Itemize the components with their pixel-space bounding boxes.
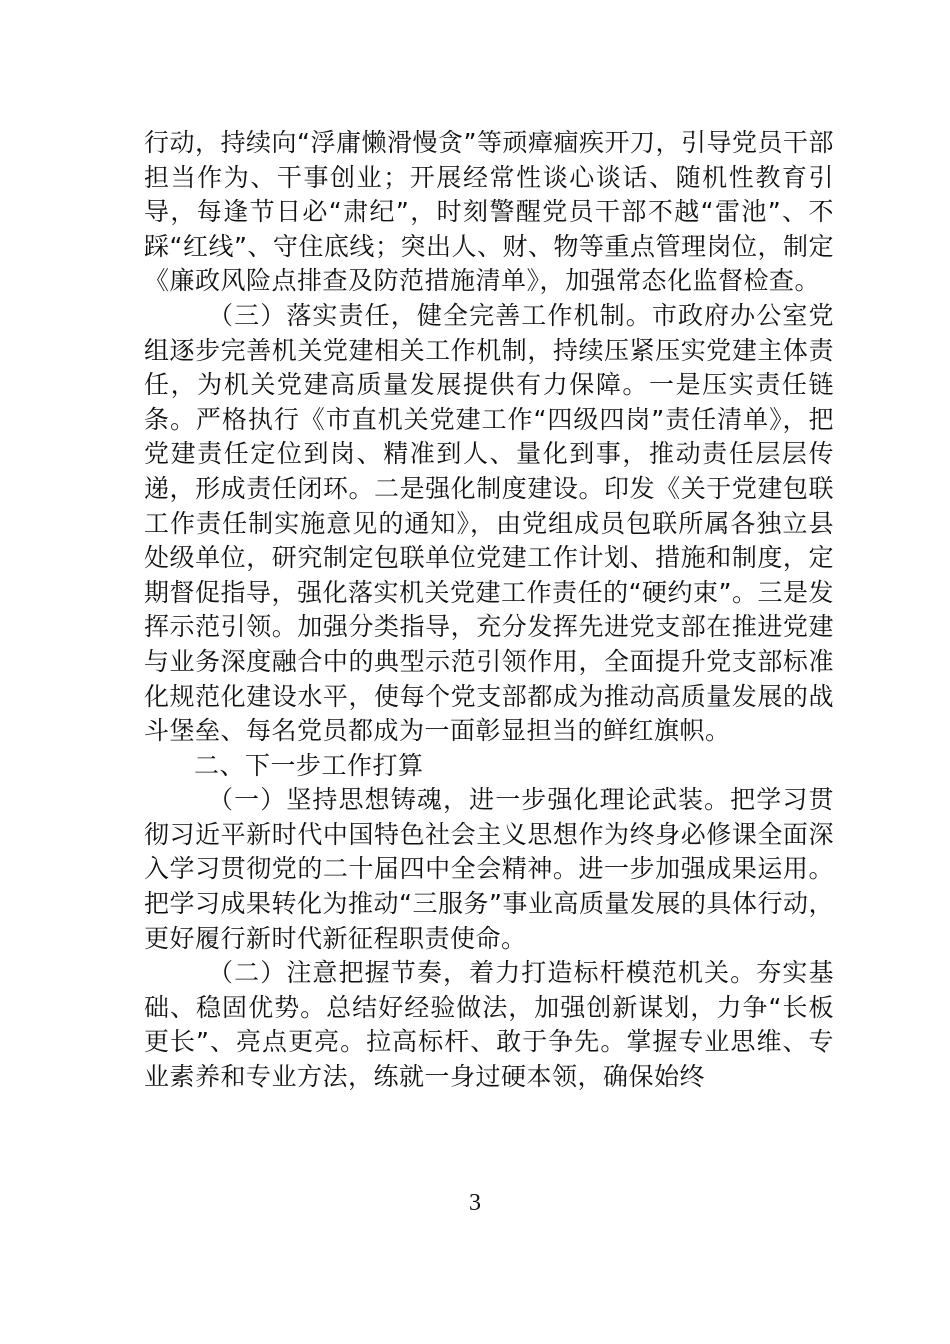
document-body [144, 126, 834, 1095]
paragraph-continuation: 行动，持续向“浮庸懒滑慢贪”等顽瘴痼疾开刀，引导党员干部担当作为、干事创业；开展经常性谈心谈话、随机性教育引导，每逢节日必“肃纪”，时刻警醒党员干部不越“雷池”、不踩“红线”、守住底线；突出人、财、物等重点管理岗位，制定《廉政风险点排查及防范措施清单》，加强常态化监督检查。 [144, 128, 834, 296]
paragraph-section-three: （三）落实责任，健全完善工作机制。市政府办公室党组逐步完善机关党建相关工作机制，持续压紧压实党建主体责任，为机关党建高质量发展提供有力保障。一是压实责任链条。严格执行《市直机关党建工作“四级四岗”责任清单》，把党建责任定位到岗、精准到人、量化到事，推动责任层层传递，形成责任闭环。二是强化制度建设。印发《关于党建包联工作责任制实施意见的通知》，由党组成员包联所属各独立县处级单位，研究制定包联单位党建工作计划、措施和制度，定期督促指导，强化落实机关党建工作责任的“硬约束”。三是发挥示范引领。加强分类指导，充分发挥先进党支部在推进党建与业务深度融合中的典型示范引领作用，全面提升党支部标准化规范化建设水平，使每个党支部都成为推动高质量发展的战斗堡垒、每名党员都成为一面彰显担当的鲜红旗帜。 [144, 300, 834, 746]
section-heading-next-steps: 二、下一步工作打算 [194, 750, 424, 780]
page-number: 3 [469, 1190, 481, 1216]
paragraph-next-two: （二）注意把握节奏，着力打造标杆模范机关。夯实基础、稳固优势。总结好经验做法，加强创新谋划，力争“长板更长”、亮点更亮。拉高标杆、敢于争先。掌握专业思维、专业素养和专业方法，练就一身过硬本领，确保始终 [144, 958, 834, 1092]
paragraph-next-one: （一）坚持思想铸魂，进一步强化理论武装。把学习贯彻习近平新时代中国特色社会主义思想作为终身必修课全面深入学习贯彻党的二十届四中全会精神。进一步加强成果运用。把学习成果转化为推动“三服务”事业高质量发展的具体行动，更好履行新时代新征程职责使命。 [144, 785, 834, 953]
